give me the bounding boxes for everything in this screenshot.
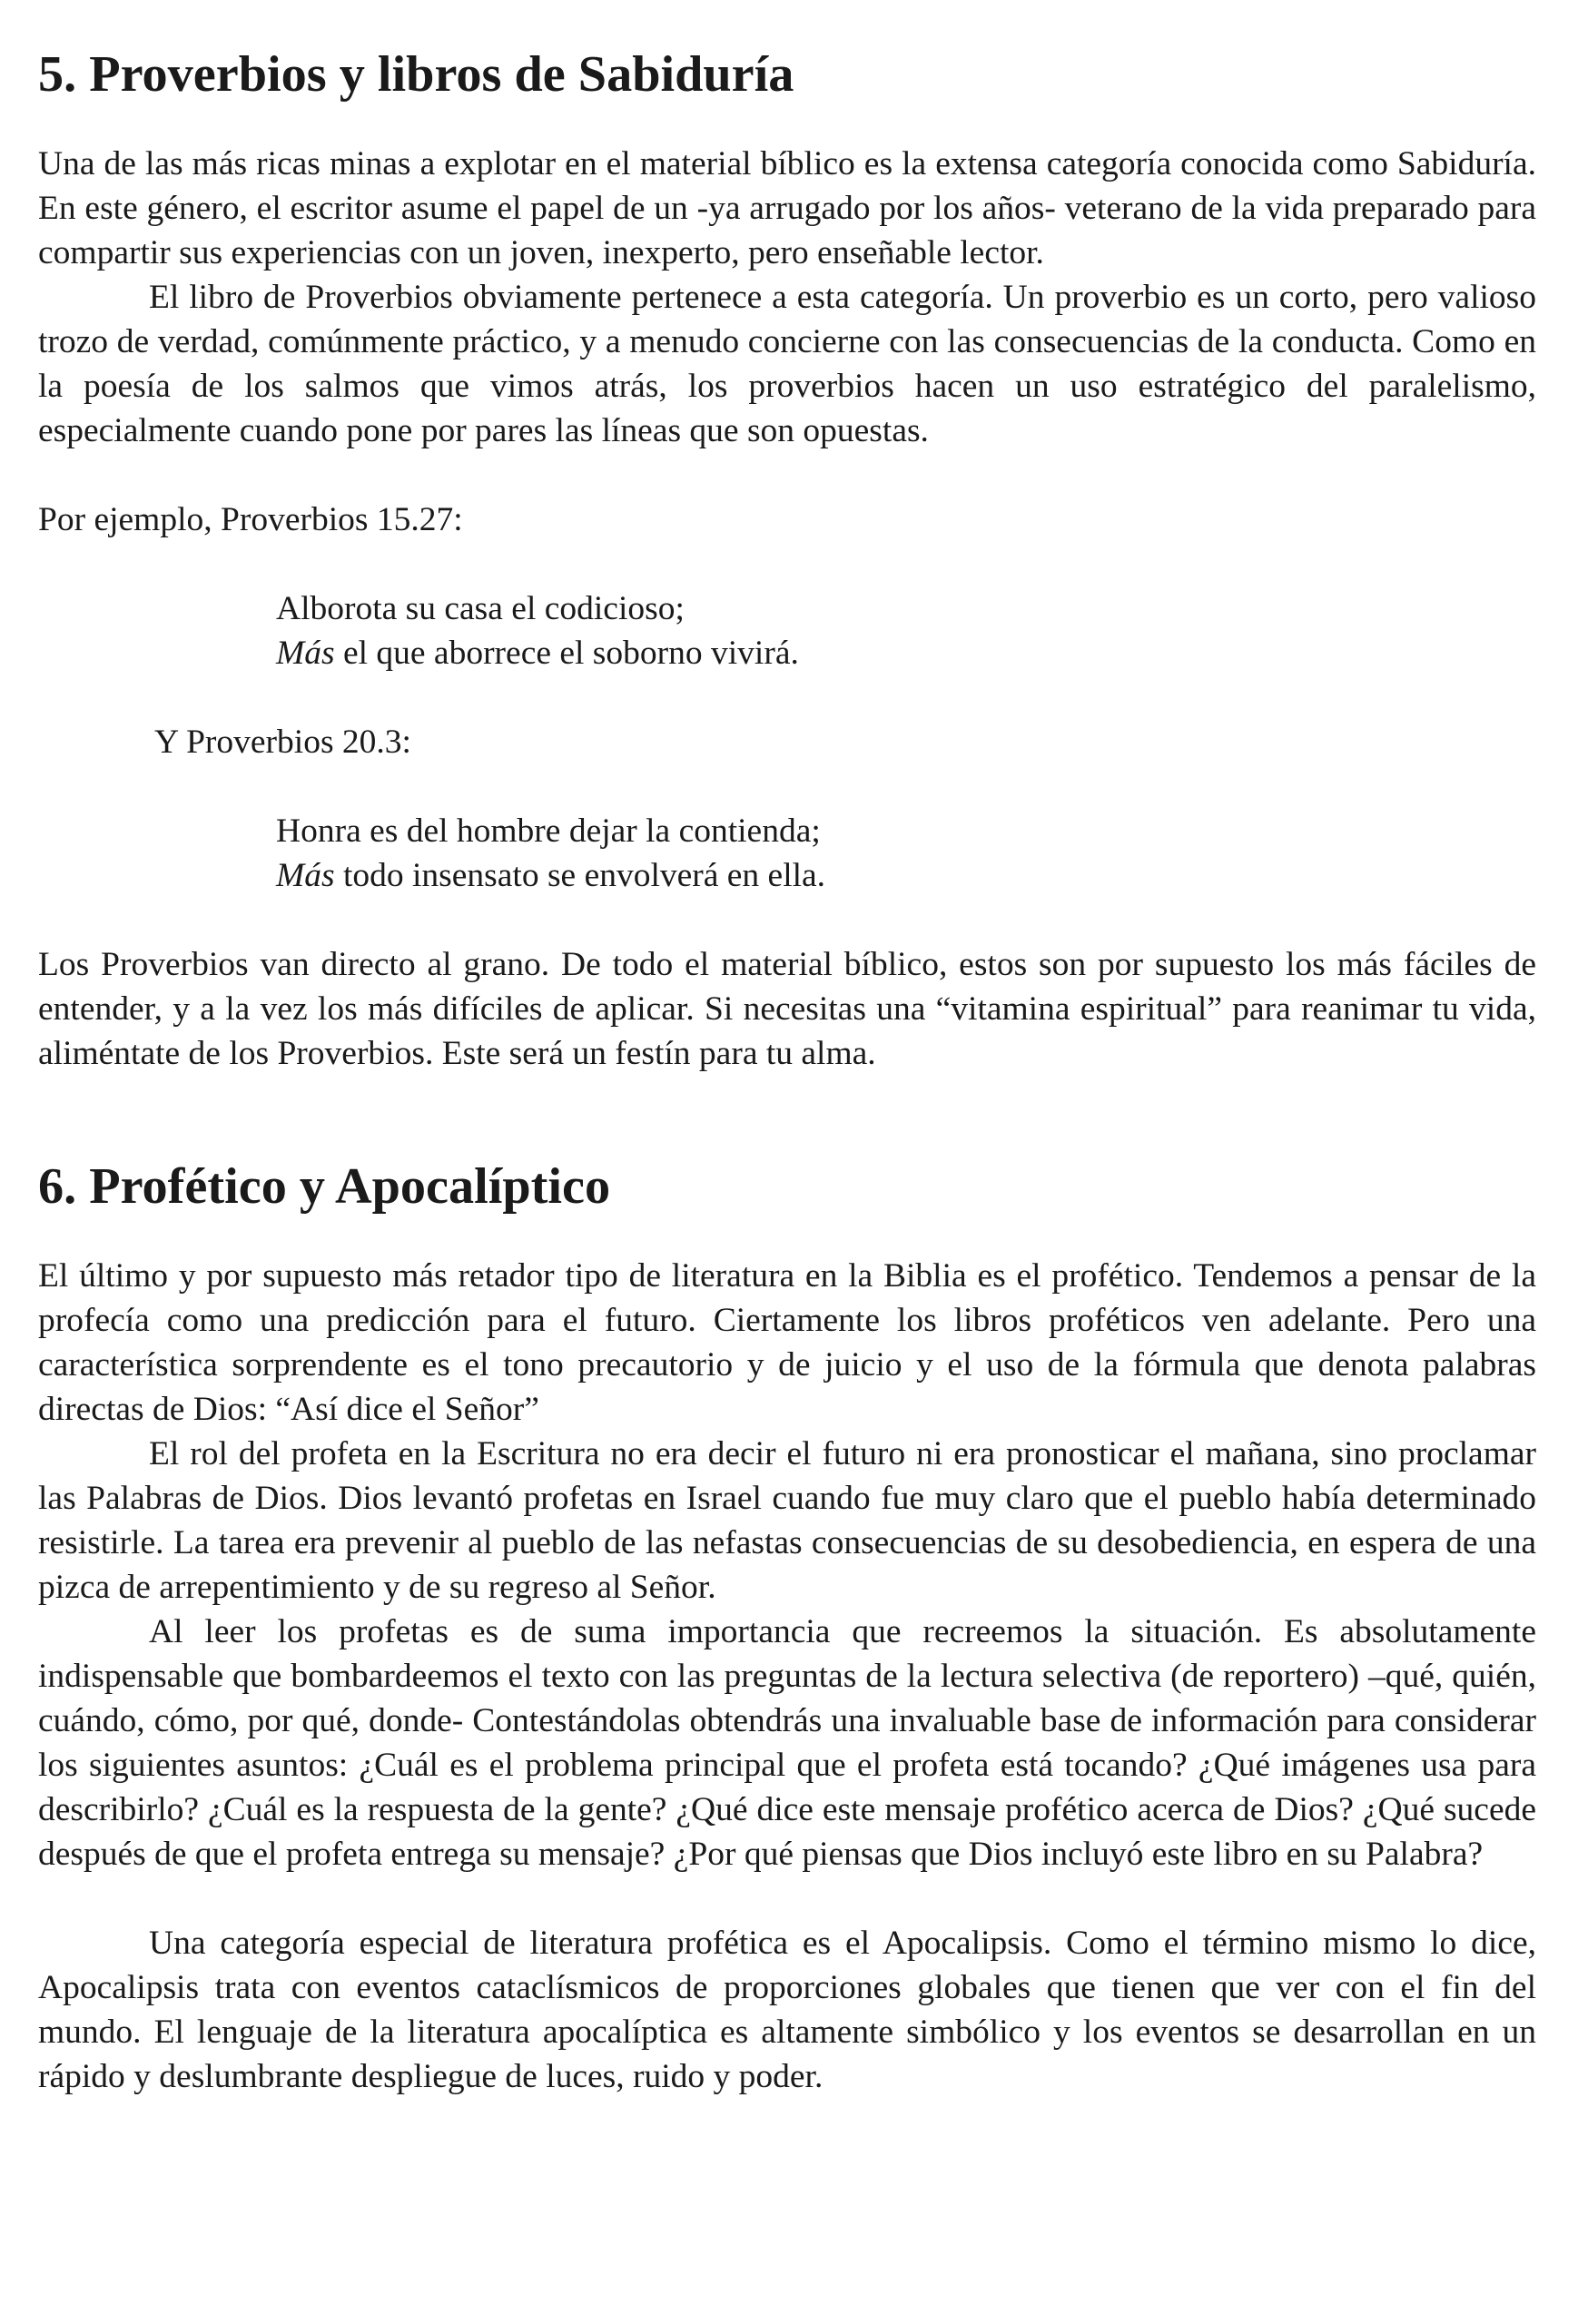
- verse-italic-word: Más: [276, 635, 335, 672]
- spacer: [38, 97, 1536, 142]
- section-5-heading: 5. Proverbios y libros de Sabiduría: [38, 46, 794, 103]
- section-5-paragraph-1: Una de las más ricas minas a explotar en el material bíblico es la extensa categoría conocida como Sabiduría. En este género, el escritor asume el papel de un -ya arrugado por los años- veterano de la vida preparado para compartir sus experiencias con un joven, inexperto, pero enseñable lector.: [38, 145, 1536, 271]
- section-6-paragraph-2: El rol del profeta en la Escritura no era decir el futuro ni era pronosticar el mañana, sino proclamar las Palabras de Dios. Dios levantó profetas en Israel cuando fue muy claro que el pueblo había determinado resistirle. La tarea era prevenir al pueblo de las nefastas consecuencias de su desobediencia, en espera de una pizca de arrepentimiento y de su regreso al Señor.: [38, 1435, 1536, 1606]
- verse-line: [276, 631, 1536, 675]
- section-5-paragraph-2: El libro de Proverbios obviamente pertenece a esta categoría. Un proverbio es un corto, pero valioso trozo de verdad, comúnmente práctico, y a menudo concierne con las consecuencias de la conducta. Como en la poesía de los salmos que vimos atrás, los proverbios hacen un uso estratégico del paralelismo, especialmente cuando pone por pares las líneas que son opuestas.: [38, 279, 1536, 449]
- spacer: [38, 1209, 1536, 1254]
- verse-line: [276, 853, 1536, 898]
- spacer: [38, 1876, 1536, 1921]
- spacer: [38, 1076, 1536, 1120]
- spacer: [38, 675, 1536, 720]
- section-5-paragraph-3: Los Proverbios van directo al grano. De todo el material bíblico, estos son por supuesto los más fáciles de entender, y a la vez los más difíciles de aplicar. Si necesitas una “vitamina espiritual” para reanimar tu vida, aliméntate de los Proverbios. Este será un festín para tu alma.: [38, 946, 1536, 1072]
- document-page: [38, 46, 1536, 2099]
- verse-italic-word: Más: [276, 857, 335, 894]
- spacer: [38, 542, 1536, 586]
- example-2-intro: Y Proverbios 20.3:: [154, 724, 411, 761]
- spacer: [38, 453, 1536, 497]
- spacer: [38, 898, 1536, 942]
- verse-proverbios-15-27: [38, 586, 1536, 675]
- example-intro: Por ejemplo, Proverbios 15.27:: [38, 501, 463, 538]
- section-6-paragraph-3: Al leer los profetas es de suma importancia que recreemos la situación. Es absolutamente indispensable que bombardeemos el texto con las preguntas de la lectura selectiva (de reportero) –qué, quién, cuándo, cómo, por qué, donde- Contestándolas obtendrás una invaluable base de información para considerar los siguientes asuntos: ¿Cuál es el problema principal que el profeta está tocando? ¿Qué imágenes usa para describirlo? ¿Cuál es la respuesta de la gente? ¿Qué dice este mensaje profético acerca de Dios? ¿Qué sucede después de que el profeta entrega su mensaje? ¿Por qué piensas que Dios incluyó este libro en su Palabra?: [38, 1613, 1536, 1873]
- spacer: [38, 764, 1536, 809]
- verse-line-rest: el que aborrece el soborno vivirá.: [334, 635, 799, 672]
- section-6-paragraph-1: El último y por supuesto más retador tipo de literatura en la Biblia es el profético. Tendemos a pensar de la profecía como una predicción para el futuro. Ciertamente los libros proféticos ven adelante. Pero una característica sorprendente es el tono precautorio y de juicio y el uso de la fórmula que denota palabras directas de Dios: “Así dice el Señor”: [38, 1257, 1536, 1428]
- verse-line: Alborota su casa el codicioso;: [276, 590, 685, 627]
- verse-line: Honra es del hombre dejar la contienda;: [276, 812, 821, 850]
- section-6-paragraph-4: Una categoría especial de literatura profética es el Apocalipsis. Como el término mismo lo dice, Apocalipsis trata con eventos cataclísmicos de proporciones globales que tienen que ver con el fin del mundo. El lenguaje de la literatura apocalíptica es altamente simbólico y los eventos se desarrollan en un rápido y deslumbrante despliegue de luces, ruido y poder.: [38, 1925, 1536, 2095]
- verse-line-rest: todo insensato se envolverá en ella.: [334, 857, 826, 894]
- section-6-heading: 6. Profético y Apocalíptico: [38, 1158, 611, 1215]
- verse-proverbios-20-3: [38, 809, 1536, 898]
